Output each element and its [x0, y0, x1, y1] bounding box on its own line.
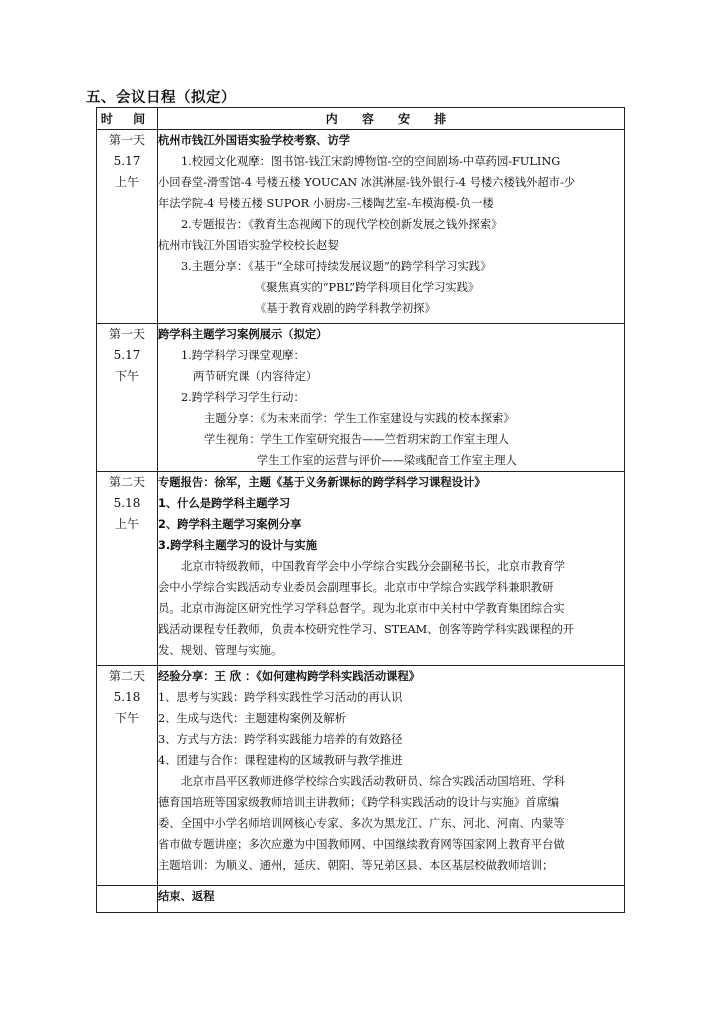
- session-time-cell: [97, 130, 158, 324]
- content-line: 《基于教育戏剧的跨学科教学初探》: [255, 302, 436, 315]
- content-line: 小回春堂-滑雪馆-4 号楼五楼 YOUCAN 冰淇淋屋-钱外银行-4 号楼六楼钱外超市-少: [158, 176, 576, 189]
- content-line: 杭州市钱江外国语实验学校校长赵㛃: [158, 239, 339, 252]
- header-content: 内 容 安 排: [158, 108, 625, 130]
- content-line: 2.跨学科学习学生行动：: [181, 391, 305, 404]
- session-period: 上午: [114, 517, 139, 531]
- topic-line: 2、跨学科主题学习案例分享: [158, 518, 302, 531]
- bio-line: 践活动课程专任教师，负责本校研究性学习、STEAM、创客等跨学科实践课程的开: [158, 623, 575, 636]
- session-title: 结束、返程: [158, 890, 215, 903]
- bio-line: 北京市昌平区教师进修学校综合实践活动教研员、综合实践活动国培班、学科: [181, 775, 566, 788]
- bio-line: 员。北京市海淀区研究性学习学科总督学。现为北京市中关村中学教育集团综合实: [158, 602, 565, 615]
- content-line: 2.专题报告：《教育生态视阈下的现代学校创新发展之钱外探索》: [181, 218, 503, 231]
- session-title: 杭州市钱江外国语实验学校考察、访学: [158, 134, 351, 147]
- bio-line: 北京市特级教师，中国教育学会中小学综合实践分会副秘书长，北京市教育学: [181, 560, 566, 573]
- session-title: 经验分享：王 欣 ：《如何建构跨学科实践活动课程》: [158, 670, 421, 683]
- topic-line: 2、生成与迭代：主题建构案例及解析: [158, 712, 346, 725]
- session-row-day2-pm: [97, 666, 625, 886]
- session-row-day1-am: [97, 130, 625, 324]
- session-date: 5.17: [113, 348, 141, 362]
- topic-line: 1、思考与实践：跨学科实践性学习活动的再认识: [158, 691, 403, 704]
- session-row-day1-pm: [97, 324, 625, 472]
- bio-line: 省市做专题讲座；多次应邀为中国教师网、中国继续教育网等国家网上教育平台做: [158, 838, 565, 851]
- content-line: 主题分享：《为未来而学：学生工作室建设与实践的校本探索》: [204, 412, 515, 425]
- session-date: 5.17: [113, 154, 141, 168]
- session-title: 跨学科主题学习案例展示（拟定）: [158, 328, 328, 341]
- session-time-cell: [97, 472, 158, 666]
- session-date: 5.18: [113, 690, 141, 704]
- session-day: 第二天: [108, 669, 145, 683]
- bio-line: 发、规划、管理与实施。: [158, 644, 283, 657]
- topic-line: 3.跨学科主题学习的设计与实施: [158, 539, 318, 552]
- session-content-cell: [158, 666, 625, 886]
- session-content-cell: [158, 886, 625, 913]
- session-row-day2-am: [97, 472, 625, 666]
- bio-line: 委、全国中小学名师培训网核心专家、多次为黑龙江、广东、河北、河南、内蒙等: [158, 817, 565, 830]
- topic-line: 4、团建与合作：课程建构的区域教研与教学推进: [158, 754, 403, 767]
- session-day: 第二天: [108, 475, 145, 489]
- session-date: 5.18: [113, 496, 141, 510]
- table-header-row: [97, 108, 625, 130]
- session-time-cell: [97, 666, 158, 886]
- bio-line: 德育国培班等国家级教师培训主讲教师；《跨学科实践活动的设计与实施》首席编: [158, 796, 560, 809]
- content-line: 两节研究课（内容待定）: [193, 370, 318, 383]
- topic-line: 3、方式与方法：跨学科实践能力培养的有效路径: [158, 733, 403, 746]
- session-content-cell: [158, 130, 625, 324]
- session-period: 下午: [114, 711, 139, 725]
- session-time-cell: [97, 324, 158, 472]
- session-time-cell: [97, 886, 158, 913]
- content-line: 学生工作室的运营与评价——梁彧配音工作室主理人: [257, 454, 517, 467]
- session-day: 第一天: [108, 327, 145, 341]
- content-line: 1.校园文化观摩：图书馆-钱江宋韵博物馆-空的空间剧场-中草药园-FULING: [181, 155, 561, 168]
- session-period: 上午: [114, 175, 139, 189]
- session-content-cell: [158, 324, 625, 472]
- session-title: 专题报告：徐军，主题《基于义务新课标的跨学科学习课程设计》: [158, 476, 486, 489]
- header-time: 时 间: [97, 108, 158, 130]
- content-line: 学生视角：学生工作室研究报告——竺哲玥宋韵工作室主理人: [204, 433, 510, 446]
- bio-line: 主题培训：为顺义、通州，延庆、朝阳、等兄弟区县、本区基层校做教师培训；: [158, 859, 554, 872]
- session-day: 第一天: [108, 133, 145, 147]
- section-title: 五、会议日程（拟定）: [86, 90, 236, 106]
- session-period: 下午: [114, 369, 139, 383]
- content-line: 1.跨学科学习课堂观摩：: [181, 349, 305, 362]
- content-line: 3.主题分享：《基于“全球可持续发展议题”的跨学科学习实践》: [181, 260, 492, 273]
- session-content-cell: [158, 472, 625, 666]
- agenda-table: [96, 107, 625, 913]
- bio-line: 会中小学综合实践活动专业委员会副理事长。北京市中学综合实践学科兼职教研: [158, 581, 554, 594]
- session-row-closing: [97, 886, 625, 913]
- content-line: 年法学院-4 号楼五楼 SUPOR 小厨房-三楼陶艺室-车模海模-负一楼: [158, 197, 494, 210]
- topic-line: 1、什么是跨学科主题学习: [158, 497, 291, 510]
- content-line: 《聚焦真实的“PBL”跨学科项目化学习实践》: [255, 281, 480, 294]
